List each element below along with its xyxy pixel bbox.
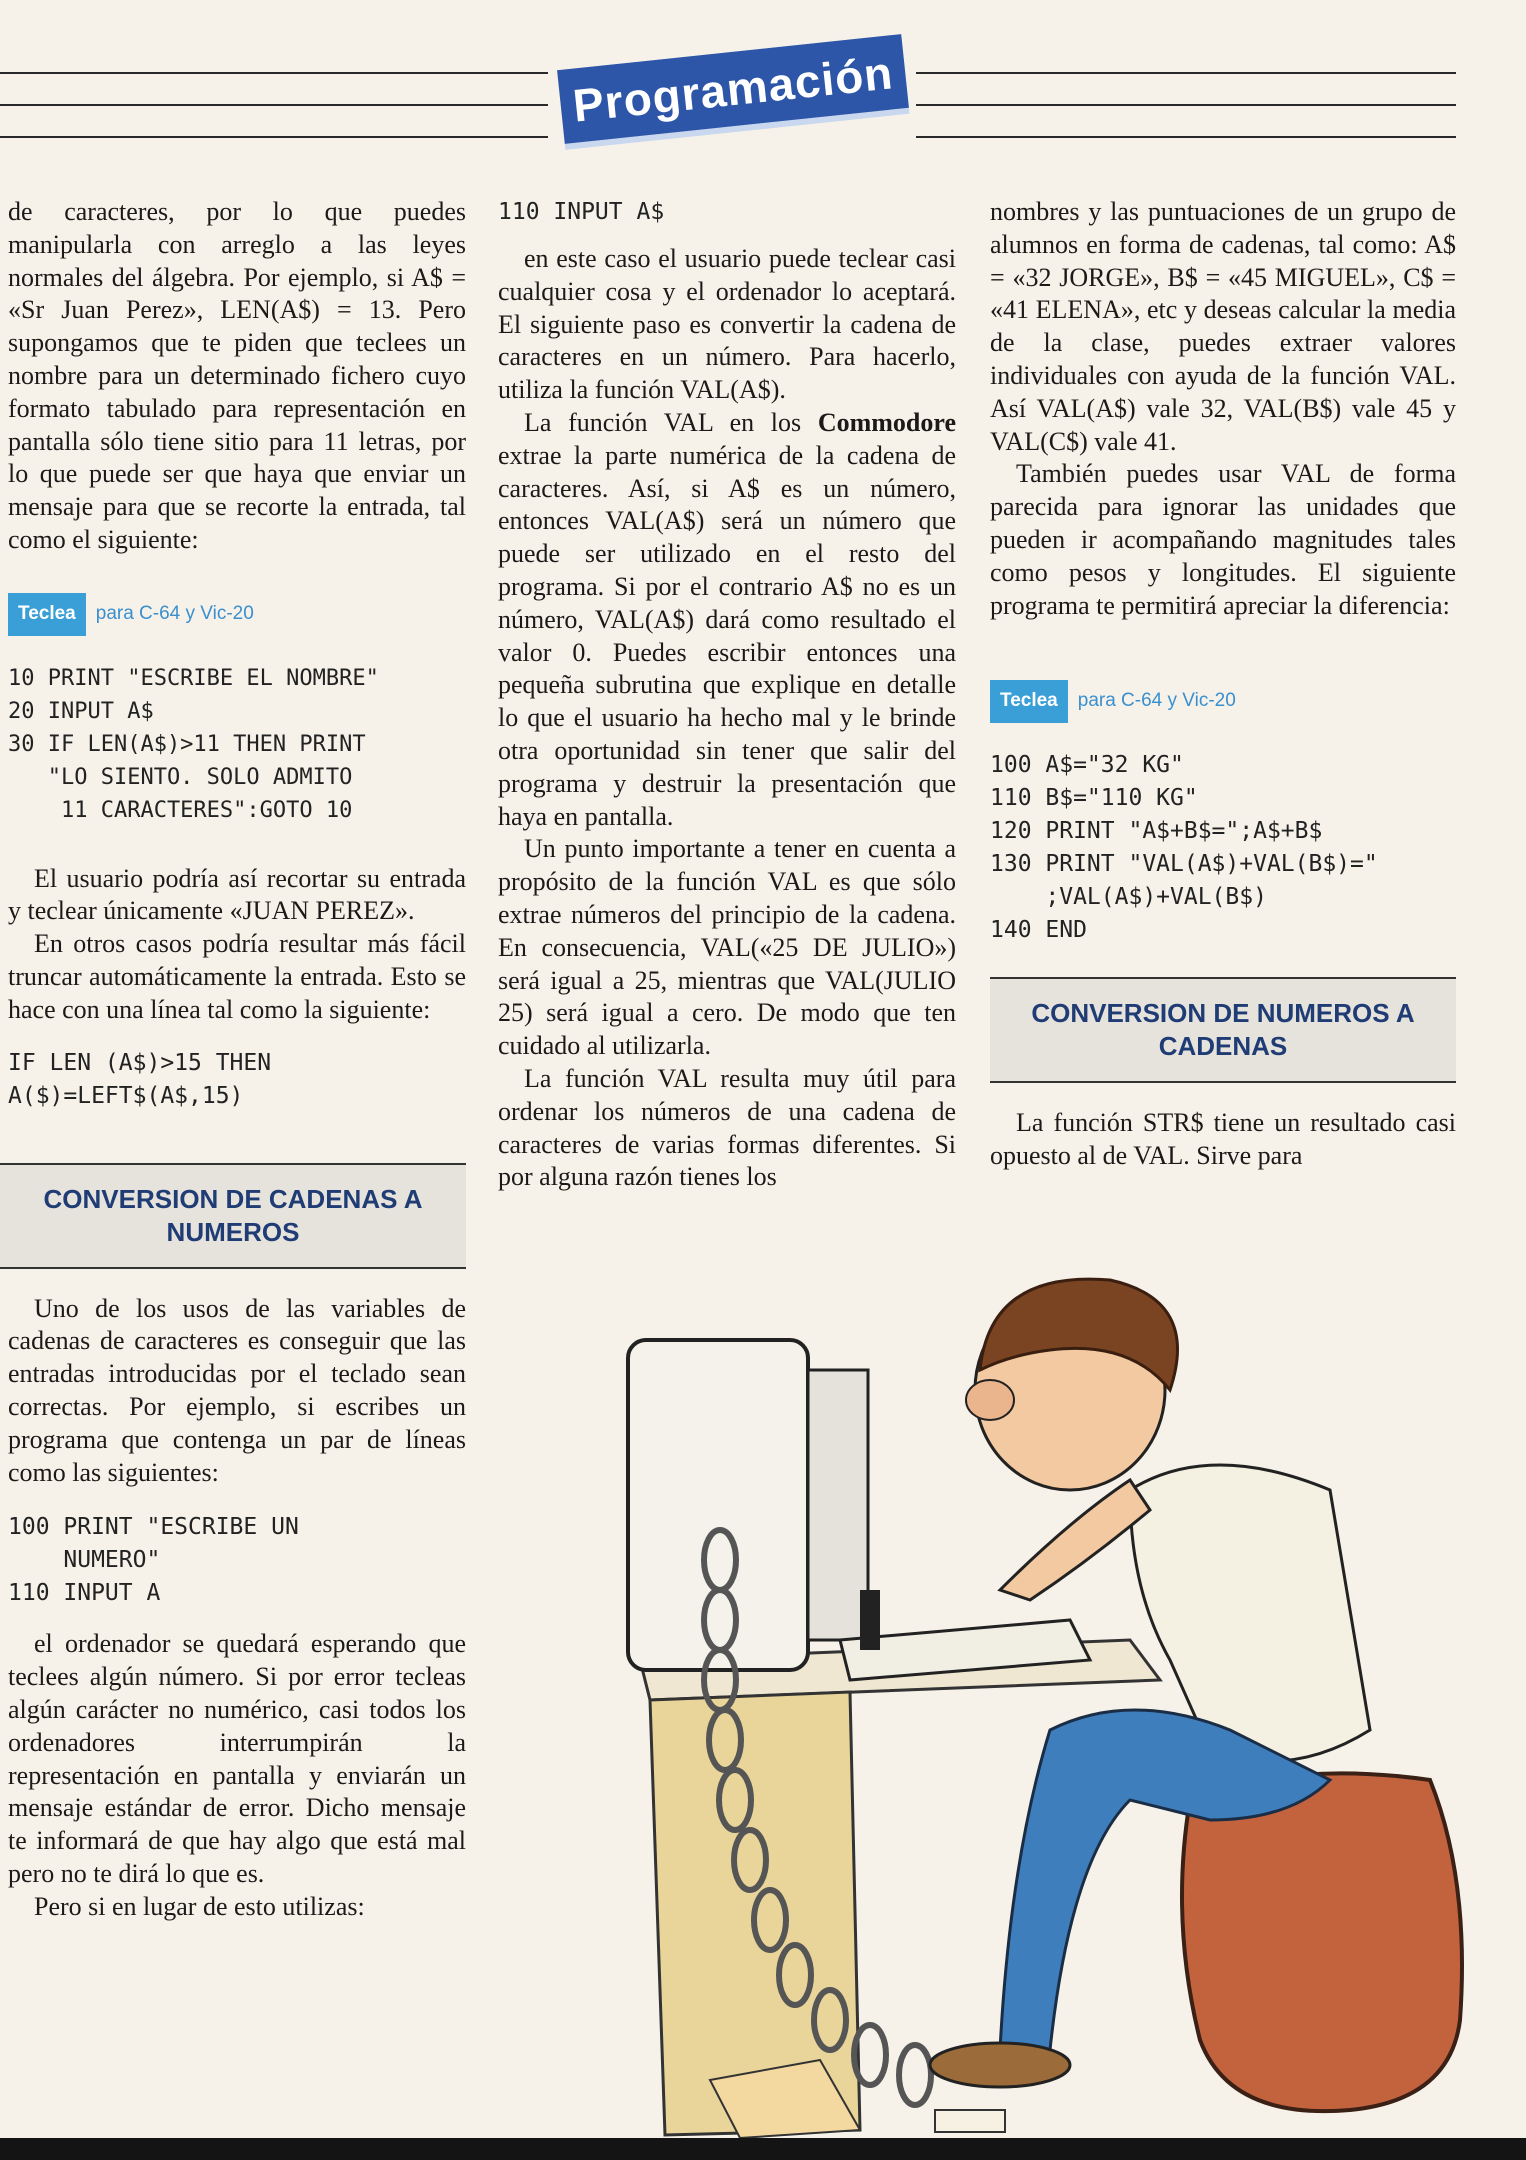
col3-code-listing-1: 100 A$="32 KG" 110 B$="110 KG" 120 PRINT "A$+B$=";A$+B$ 130 PRINT "VAL(A$)+VAL(B$)=" ;VAL(A$)+VAL(B$) 140 END [990,752,1378,944]
boy-arm [1000,1480,1150,1600]
section-banner [557,34,909,144]
col3-paragraph-1: nombres y las puntuaciones de un grupo de alumnos en forma de cadenas, tal como: A$ = «32 JORGE», B$ = «45 MIGUEL», C$ = «41 ELENA», etc y deseas calcular la media de la clase, puedes extraer valores individuales con ayuda de la función VAL. Así VAL(A$) vale 32, VAL(B$) vale 45 y VAL(C$) vale 41. [990,197,1456,456]
monitor-back [808,1370,868,1640]
col1-code-listing-2: IF LEN (A$)>15 THEN A($)=LEFT$(A$,15) [8,1049,272,1109]
col1-paragraph-1: de caracteres, por lo que puedes manipularla con arreglo a las leyes normales del álgebra. Por ejemplo, si A$ = «Sr Juan Perez», LEN(A$) = 13. Pero supongamos que te piden que teclees un nombre para un determinado fichero cuyo formato tabulado para representación en pantalla sólo tiene sitio para 11 letras, por lo que puede ser que haya que enviar un mensaje para que se recorte la entrada, tal como el siguiente: [8,197,466,554]
col2-paragraph-2 [498,407,956,833]
sack [1182,1773,1462,2111]
column-2 [498,196,956,1194]
header-rule-right-2 [916,104,1456,106]
col1-code-listing-1: 10 PRINT "ESCRIBE EL NOMBRE" 20 INPUT A$ 30 IF LEN(A$)>11 THEN PRINT "LO SIENTO. SOLO ADMITO 11 CARACTERES":GOTO 10 [8,665,379,823]
col1-paragraph-3: En otros casos podría resultar más fácil truncar automáticamente la entrada. Esto se hace con una línea tal como la siguiente: [8,929,466,1024]
header-rule-left-3 [0,136,548,138]
header-rule-left-1 [0,72,548,74]
col1-tag-text: para C-64 y Vic-20 [95,602,254,624]
col2-paragraph-2-post: extrae la parte numérica de la cadena de caracteres. Así, si A$ es un número, entonces VAL(A$) será un número que puede ser utilizado en el resto del programa. Si por el contrario A$ no es un número, VAL(A$) dará como resultado el valor 0. Puedes escribir entonces una pequeña subrutina que explique en detalle lo que el usuario ha hecho mal y le brinde otra oportunidad sin tener que salir del programa y destruir la presentación que haya en pantalla. [498,440,956,831]
header-rule-right-1 [916,72,1456,74]
col1-section-heading: CONVERSION DE CADENAS A NUMEROS [0,1163,466,1269]
eraser [935,2110,1005,2132]
col2-paragraph-2-bold: Commodore [817,407,956,437]
header-rule-right-3 [916,136,1456,138]
col3-section-heading: CONVERSION DE NUMEROS A CADENAS [990,977,1456,1083]
col1-code-listing-3: 100 PRINT "ESCRIBE UN NUMERO" 110 INPUT A [8,1514,299,1607]
col3-tag-label: Teclea [990,680,1068,723]
computer-monitor [628,1340,808,1670]
col3-paragraph-2: También puedes usar VAL de forma parecida para ignorar las unidades que pueden ir acompañando magnitudes tales como pesos y longitudes. El siguiente programa te permitirá apreciar la diferencia: [990,459,1456,620]
section-title: Programación [570,46,896,132]
cartoon-illustration [570,1260,1526,2138]
col3-type-tag [990,680,1456,723]
col3-tag-text: para C-64 y Vic-20 [1077,690,1236,712]
col2-paragraph-4: La función VAL resulta muy útil para ordenar los números de una cadena de caracteres de varias formas diferentes. Si por alguna razón tienes los [498,1063,956,1192]
col1-tag-label: Teclea [8,593,86,636]
header-rule-left-2 [0,104,548,106]
col1-paragraph-5: el ordenador se quedará esperando que teclees algún número. Si por error tecleas algún carácter no numérico, casi todos los ordenadores interrumpirán la representación en pantalla y enviarán un mensaje estándar de error. Dicho mensaje te informará de que hay algo que está mal pero no te dirá lo que es. [8,1629,466,1888]
col1-paragraph-4: Uno de los usos de las variables de cadenas de caracteres es conseguir que las entradas introducidas por el teclado sean correctas. Por ejemplo, si escribes un programa que contenga un par de líneas como las siguientes: [8,1293,466,1487]
boy-shoe [930,2043,1070,2087]
bottom-border [0,2138,1526,2160]
col1-type-tag [8,593,466,636]
col2-code-listing-1: 110 INPUT A$ [498,199,665,225]
joystick [860,1590,880,1650]
column-1 [8,196,466,1924]
col2-paragraph-3: Un punto importante a tener en cuenta a propósito de la función VAL es que sólo extrae números del principio de la cadena. En consecuencia, VAL(«25 DE JULIO») será igual a 25, mientras que VAL(JULIO 25) será igual a cero. De modo que ten cuidado al utilizarla. [498,834,956,1061]
boy-nose [966,1380,1014,1420]
col2-paragraph-1: en este caso el usuario puede teclear casi cualquier cosa y el ordenador lo aceptará. El siguiente paso es convertir la cadena de caracteres en un número. Para hacerlo, utiliza la función VAL(A$). [498,244,956,405]
column-3 [990,196,1456,1173]
col2-paragraph-2-pre: La función VAL en los [524,407,818,437]
col1-paragraph-2: El usuario podría así recortar su entrada y teclear únicamente «JUAN PEREZ». [8,863,466,926]
col1-paragraph-6: Pero si en lugar de esto utilizas: [34,1891,365,1921]
col3-paragraph-3: La función STR$ tiene un resultado casi opuesto al de VAL. Sirve para [990,1108,1456,1170]
